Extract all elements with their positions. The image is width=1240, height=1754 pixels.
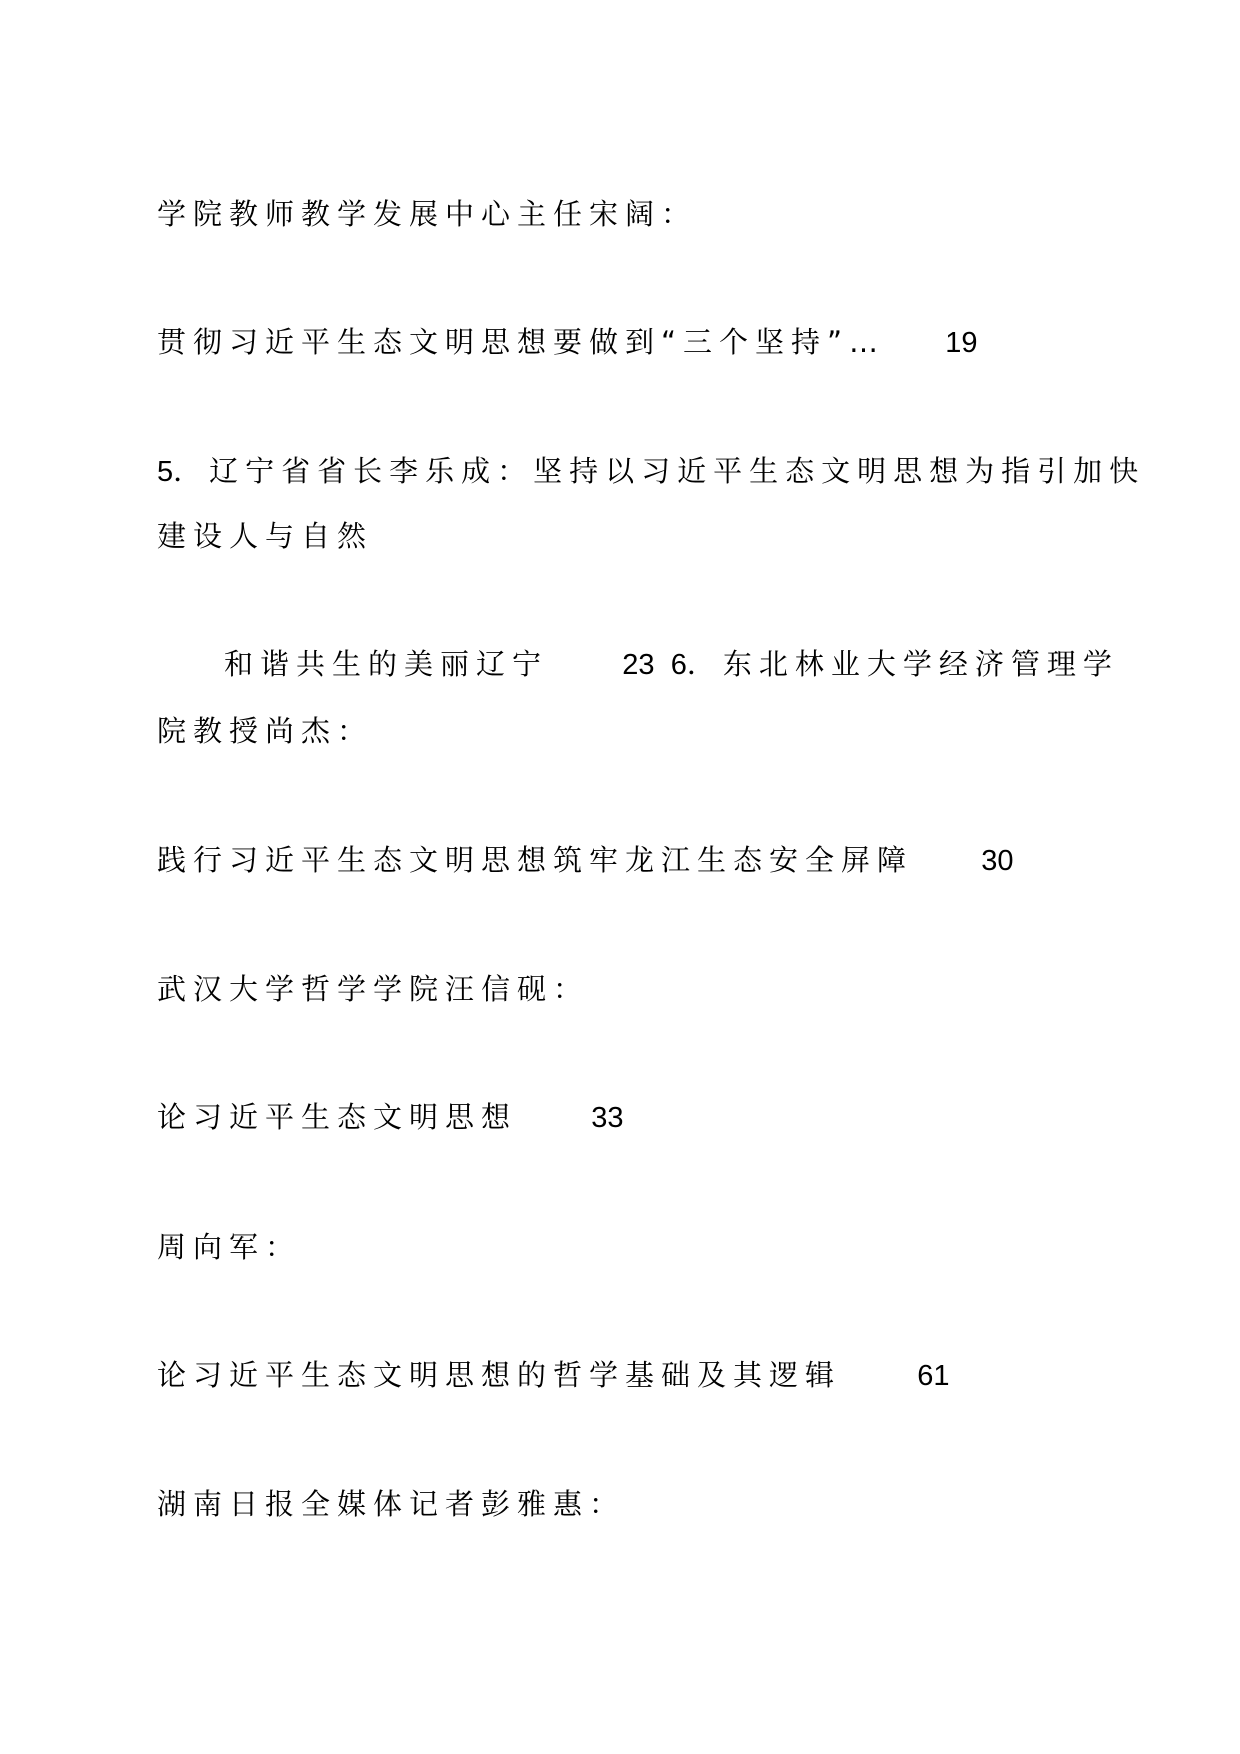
toc-author-text: 学院教师教学发展中心主任宋阔： bbox=[157, 197, 698, 231]
toc-author-text: 武汉大学哲学学院汪信砚： bbox=[157, 972, 590, 1006]
toc-entry-title: 践行习近平生态文明思想筑牢龙江生态安全屏障 bbox=[157, 843, 914, 877]
toc-entry-author-song bbox=[157, 196, 697, 232]
toc-page-number: 30 bbox=[981, 845, 1014, 877]
toc-author-text: 院教授尚杰： bbox=[157, 714, 374, 748]
toc-page-number: 23 bbox=[622, 649, 655, 681]
toc-entry-6-continuation bbox=[157, 713, 373, 749]
toc-entry-three-persists bbox=[157, 324, 978, 361]
toc-entry-author-zhou bbox=[157, 1229, 301, 1265]
toc-page-number: 33 bbox=[591, 1102, 624, 1134]
toc-entry-on-ecological bbox=[157, 1099, 624, 1136]
toc-author-text: 湖南日报全媒体记者彭雅惠： bbox=[157, 1487, 626, 1521]
toc-entry-liaoning bbox=[224, 646, 1119, 683]
toc-author-text: 周向军： bbox=[157, 1230, 302, 1264]
toc-entry-title: 贯彻习近平生态文明思想要做到“三个坚持”… bbox=[157, 325, 886, 359]
toc-entry-title: 论习近平生态文明思想 bbox=[157, 1100, 518, 1134]
toc-page-number: 61 bbox=[917, 1360, 950, 1392]
toc-entry-5-heading bbox=[157, 453, 1145, 490]
toc-entry-title: ．辽宁省省长李乐成：坚持以习近平生态文明思想为指引加快 bbox=[173, 454, 1146, 488]
toc-entry-title: ．东北林业大学经济管理学 bbox=[686, 647, 1119, 681]
toc-entry-5-continuation bbox=[157, 518, 373, 554]
toc-entry-title: 建设人与自然 bbox=[157, 519, 374, 553]
toc-entry-author-wang bbox=[157, 971, 589, 1007]
toc-entry-longjiang bbox=[157, 842, 1014, 879]
toc-page-number: 19 bbox=[945, 327, 978, 359]
toc-item-number: 6 bbox=[670, 649, 687, 681]
toc-entry-title: 论习近平生态文明思想的哲学基础及其逻辑 bbox=[157, 1358, 842, 1392]
toc-entry-philosophy bbox=[157, 1357, 950, 1394]
toc-entry-author-peng bbox=[157, 1486, 625, 1522]
toc-item-number: 5 bbox=[157, 456, 174, 488]
toc-entry-title: 和谐共生的美丽辽宁 bbox=[224, 647, 549, 681]
